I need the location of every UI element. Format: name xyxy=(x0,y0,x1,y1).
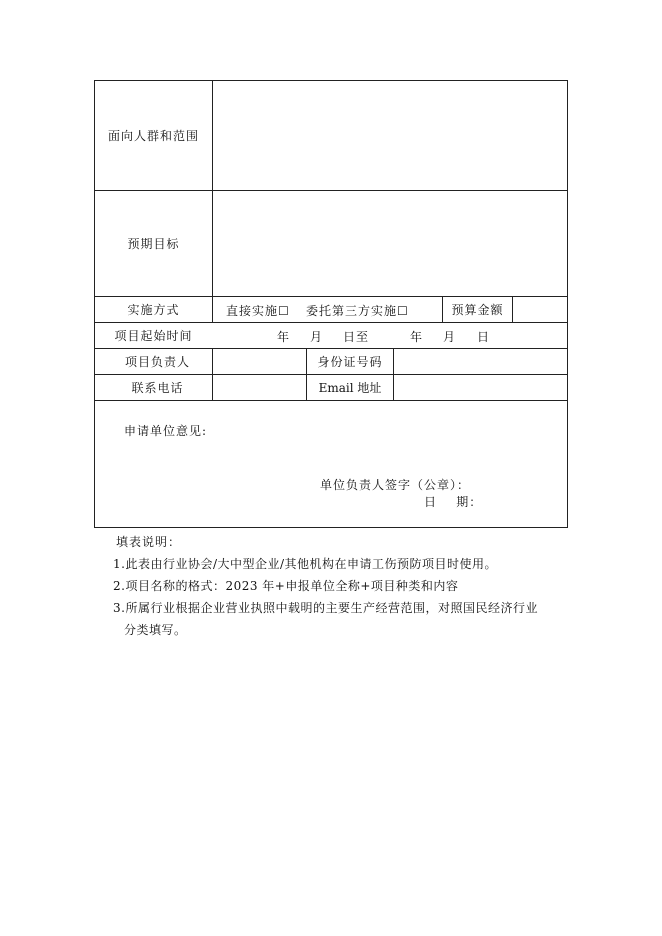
notes-title: 填表说明： xyxy=(116,535,182,549)
id-number-label: 身份证号码 xyxy=(317,355,383,369)
signature-label: 单位负责人签字（公章）： xyxy=(320,478,471,492)
email-field[interactable] xyxy=(394,375,567,400)
goal-label: 预期目标 xyxy=(127,237,180,251)
note-item: 1.此表由行业协会/大中型企业/其他机构在申请工伤预防项目时使用。 xyxy=(113,557,498,571)
opinion-label: 申请单位意见: xyxy=(124,424,208,438)
method-label: 实施方式 xyxy=(127,303,180,317)
start-day-label: 日至 xyxy=(343,330,370,344)
grid-line xyxy=(94,400,568,401)
audience-field[interactable] xyxy=(213,81,567,190)
end-month-label: 月 xyxy=(443,330,457,344)
start-year-label: 年 xyxy=(277,330,291,344)
leader-field[interactable] xyxy=(213,349,306,374)
id-number-field[interactable] xyxy=(394,349,567,374)
time-label: 项目起始时间 xyxy=(114,329,193,343)
email-label: Email 地址 xyxy=(318,381,382,395)
date-label: 日 期： xyxy=(424,495,483,509)
method-direct-option[interactable]: 直接实施☐ xyxy=(226,304,290,318)
phone-label: 联系电话 xyxy=(131,381,184,395)
method-third-party-option[interactable]: 委托第三方实施☐ xyxy=(306,304,409,318)
start-month-label: 月 xyxy=(310,330,324,344)
grid-line xyxy=(567,80,568,528)
budget-label: 预算金额 xyxy=(451,303,504,317)
end-year-label: 年 xyxy=(410,330,424,344)
note-item: 3.所属行业根据企业营业执照中载明的主要生产经营范围，对照国民经济行业 xyxy=(113,601,538,615)
note-item: 2.项目名称的格式：2023 年+申报单位全称+项目种类和内容 xyxy=(113,579,459,593)
goal-field[interactable] xyxy=(213,191,567,296)
budget-field[interactable] xyxy=(513,297,567,322)
grid-line xyxy=(94,527,568,528)
leader-label: 项目负责人 xyxy=(124,355,190,369)
audience-label: 面向人群和范围 xyxy=(107,129,199,143)
note-item: 分类填写。 xyxy=(124,623,187,637)
end-day-label: 日 xyxy=(477,330,491,344)
phone-field[interactable] xyxy=(213,375,306,400)
